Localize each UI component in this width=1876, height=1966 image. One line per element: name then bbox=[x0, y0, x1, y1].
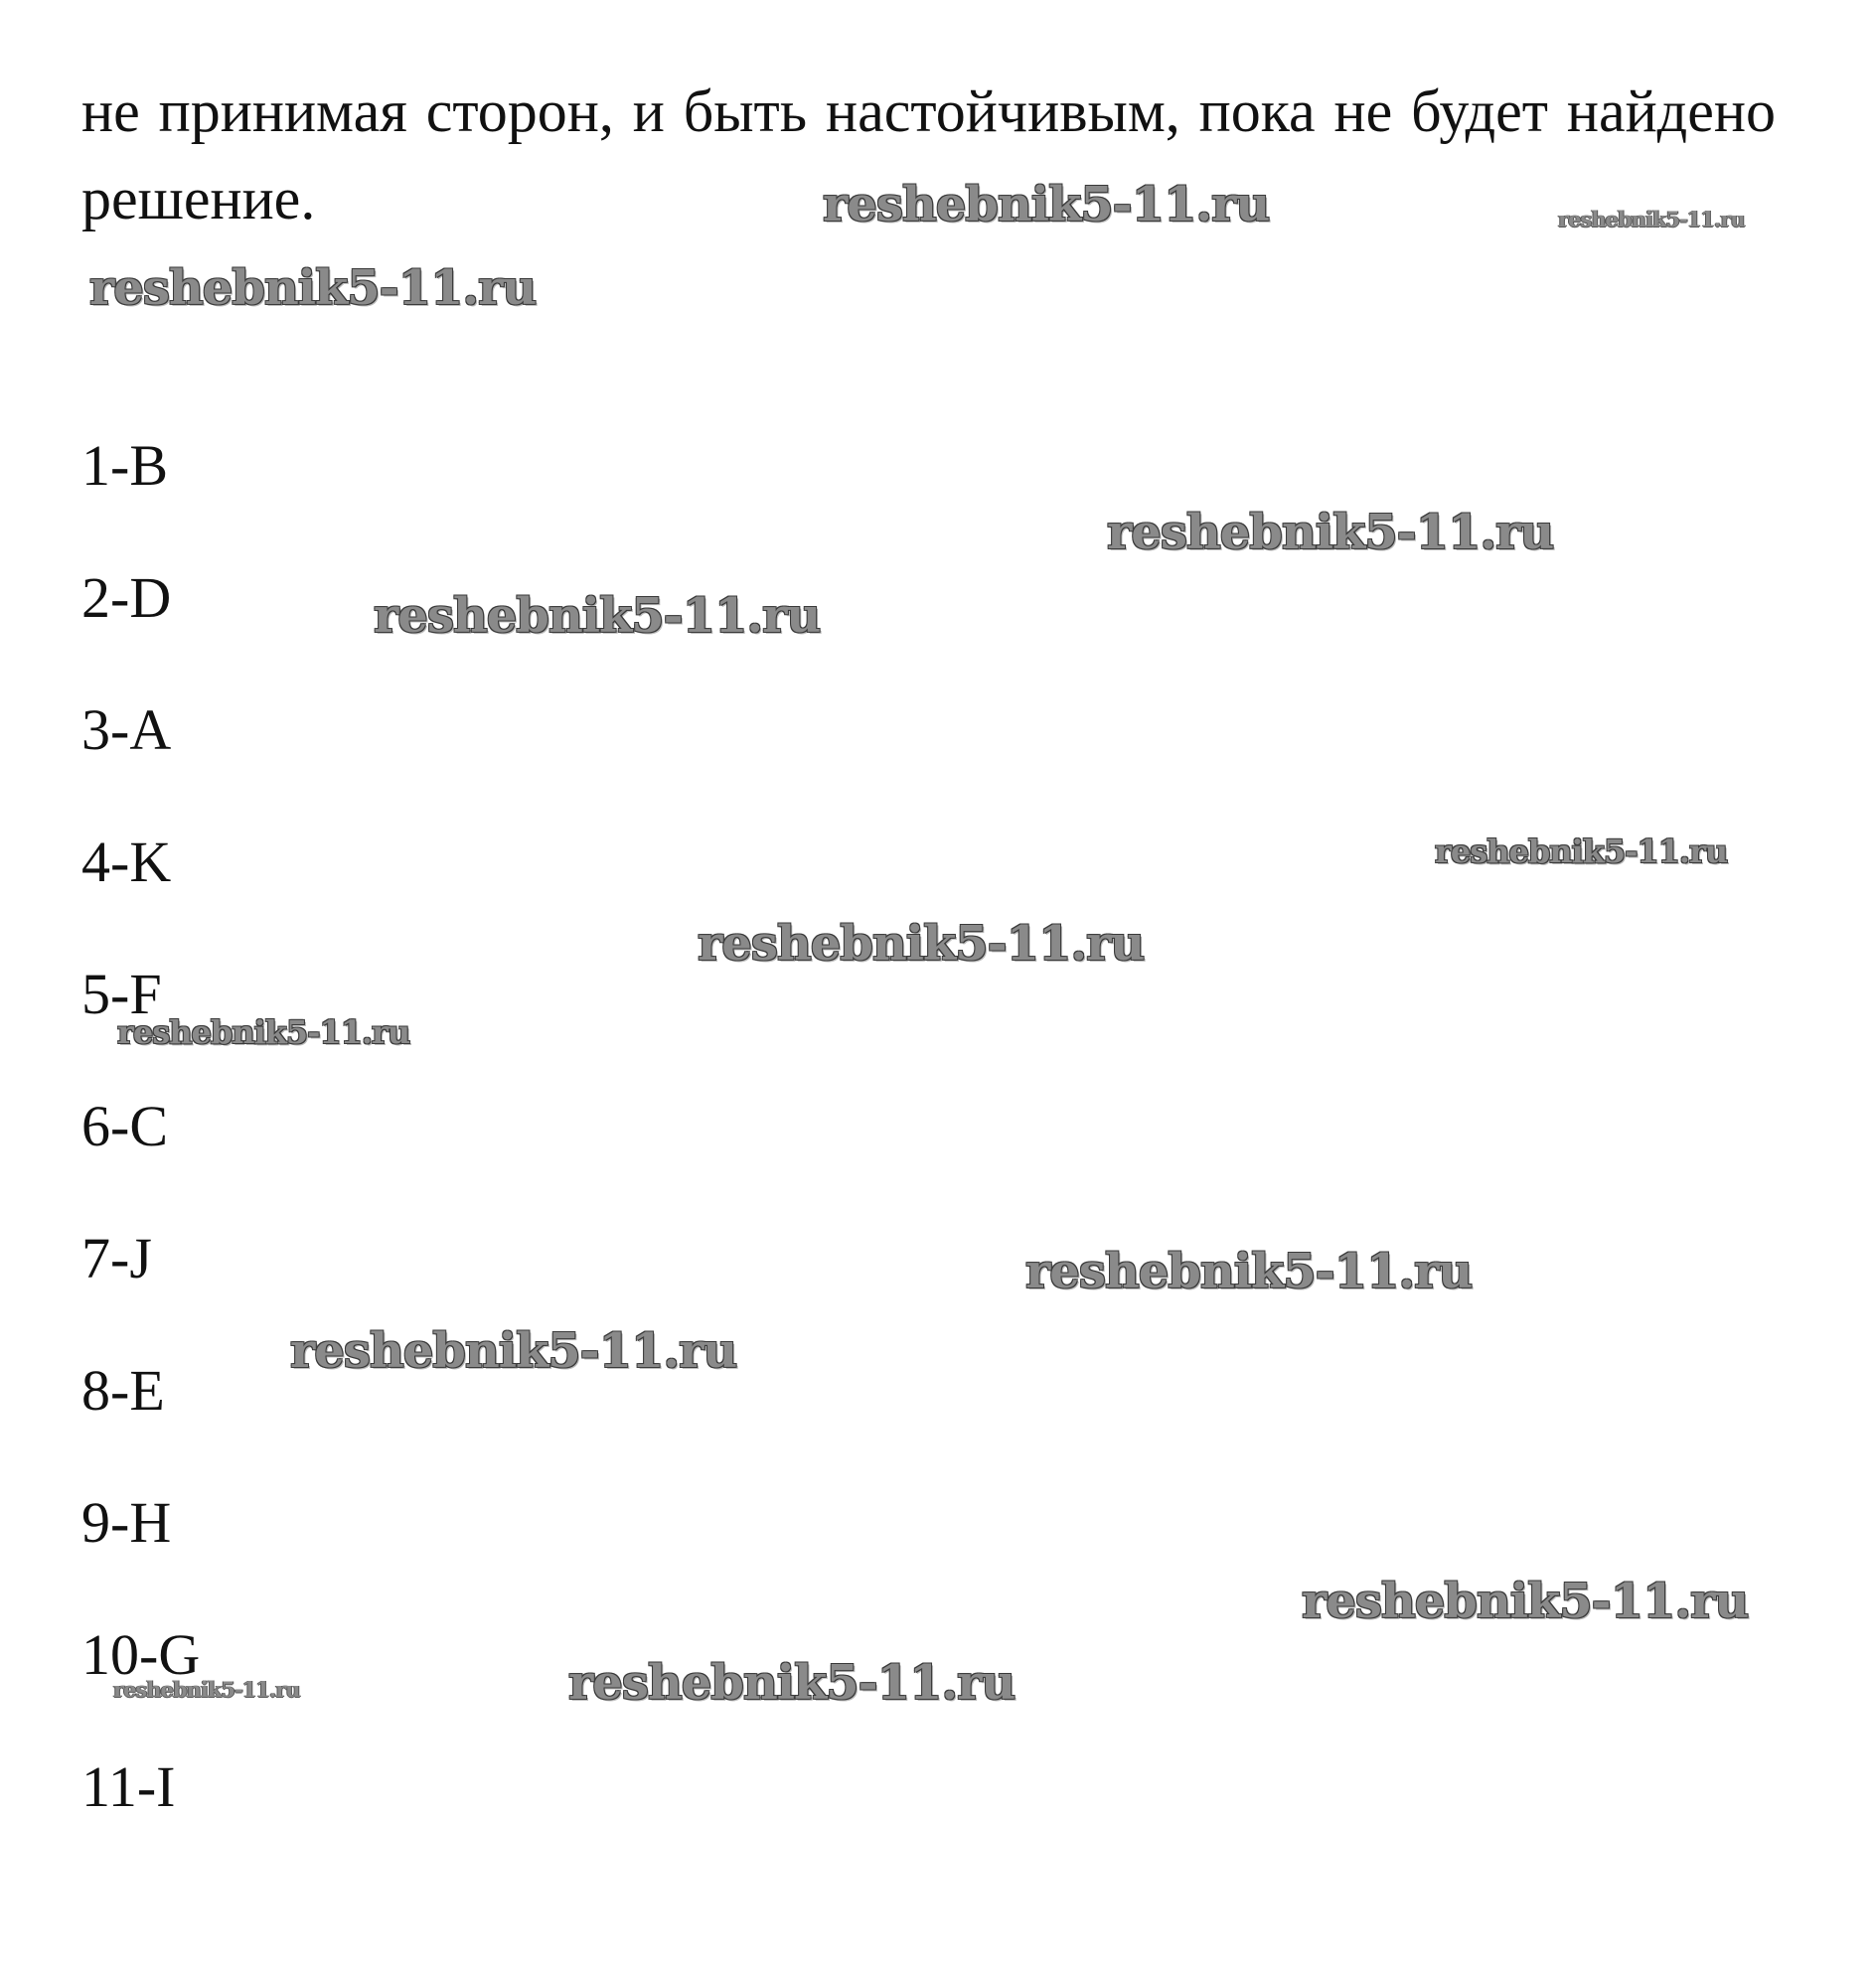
watermark: reshebnik5-11.ru bbox=[1558, 207, 1745, 231]
watermark: reshebnik5-11.ru bbox=[374, 588, 821, 644]
watermark: reshebnik5-11.ru bbox=[698, 916, 1145, 972]
paragraph-word: будет bbox=[1411, 78, 1548, 144]
watermark: reshebnik5-11.ru bbox=[1435, 832, 1728, 870]
answer-item: 11-I bbox=[81, 1754, 176, 1819]
paragraph-word: и bbox=[632, 78, 665, 144]
answer-item: 8-E bbox=[81, 1358, 165, 1423]
answer-item: 5-F bbox=[81, 962, 162, 1026]
answer-item: 3-A bbox=[81, 697, 172, 762]
answer-item: 9-H bbox=[81, 1490, 172, 1555]
watermark: reshebnik5-11.ru bbox=[113, 1677, 300, 1702]
watermark: reshebnik5-11.ru bbox=[823, 177, 1270, 232]
answer-item: 7-J bbox=[81, 1226, 152, 1290]
watermark: reshebnik5-11.ru bbox=[290, 1323, 737, 1379]
paragraph-word: не bbox=[81, 78, 140, 144]
paragraph-line-2: решение. bbox=[81, 166, 316, 231]
paragraph-word: пока bbox=[1198, 78, 1316, 144]
paragraph-line-1 bbox=[81, 78, 1776, 144]
paragraph-word: сторон, bbox=[425, 78, 614, 144]
answer-item: 10-G bbox=[81, 1622, 201, 1687]
answer-item: 2-D bbox=[81, 565, 172, 630]
watermark: reshebnik5-11.ru bbox=[568, 1655, 1016, 1711]
answer-item: 6-C bbox=[81, 1094, 168, 1158]
answer-item: 1-B bbox=[81, 433, 168, 498]
paragraph-word: принимая bbox=[158, 78, 407, 144]
watermark: reshebnik5-11.ru bbox=[1107, 505, 1554, 560]
paragraph-word: не bbox=[1333, 78, 1393, 144]
watermark: reshebnik5-11.ru bbox=[117, 1013, 410, 1051]
watermark: reshebnik5-11.ru bbox=[89, 260, 537, 316]
paragraph-word: быть bbox=[683, 78, 808, 144]
answer-item: 4-K bbox=[81, 830, 172, 894]
paragraph-word: найдено bbox=[1566, 78, 1776, 144]
paragraph-word: настойчивым, bbox=[826, 78, 1180, 144]
watermark: reshebnik5-11.ru bbox=[1025, 1244, 1473, 1299]
watermark: reshebnik5-11.ru bbox=[1302, 1574, 1749, 1629]
